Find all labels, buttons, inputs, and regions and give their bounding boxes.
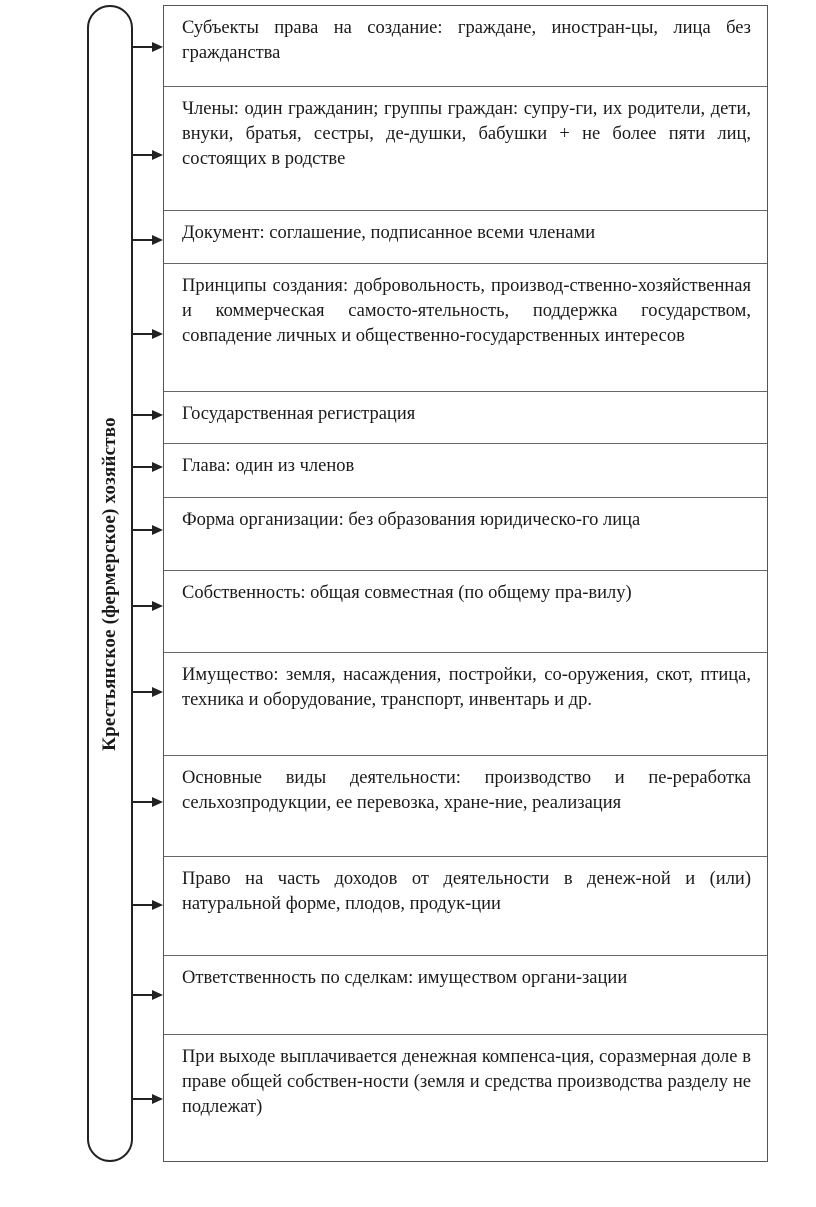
item-text: При выходе выплачивается денежная компенса-ция, соразмерная доле в праве общей собствен-ности (земля и средства производства разделу не подлежат)	[182, 1047, 751, 1117]
item-text: Государственная регистрация	[182, 404, 416, 424]
arrow-shaft	[133, 239, 153, 241]
item-text: Члены: один гражданин; группы граждан: супру-ги, их родители, дети, внуки, братья, сестры, де-душки, бабушки + не более пяти лиц, состоящих в родстве	[182, 99, 751, 169]
arrow-head-icon	[152, 687, 163, 697]
arrow-shaft	[133, 333, 153, 335]
item-box-10	[164, 756, 767, 857]
arrow-head-icon	[152, 1094, 163, 1104]
item-box-7	[164, 498, 767, 571]
arrow-head-icon	[152, 150, 163, 160]
item-text: Основные виды деятельности: производство и пе-реработка сельхозпродукции, ее перевозка, хране-ние, реализация	[182, 768, 751, 813]
arrow-head-icon	[152, 601, 163, 611]
arrow-head-icon	[152, 990, 163, 1000]
main-concept-box	[87, 5, 133, 1162]
arrow-shaft	[133, 801, 153, 803]
connector-arrow-12	[133, 990, 163, 1000]
connector-arrow-3	[133, 235, 163, 245]
connector-arrow-4	[133, 329, 163, 339]
arrow-head-icon	[152, 900, 163, 910]
item-box-4	[164, 264, 767, 392]
item-box-6	[164, 444, 767, 498]
item-text: Форма организации: без образования юридическо-го лица	[182, 510, 641, 530]
connector-arrow-7	[133, 525, 163, 535]
arrow-shaft	[133, 904, 153, 906]
item-box-11	[164, 857, 767, 956]
connector-arrow-10	[133, 797, 163, 807]
item-box-5	[164, 392, 767, 444]
arrow-shaft	[133, 46, 153, 48]
attributes-table	[163, 5, 768, 1162]
arrow-head-icon	[152, 42, 163, 52]
arrow-shaft	[133, 414, 153, 416]
arrow-head-icon	[152, 329, 163, 339]
item-text: Собственность: общая совместная (по общему пра-вилу)	[182, 583, 632, 603]
item-text: Имущество: земля, насаждения, постройки, со-оружения, скот, птица, техника и оборудование, транспорт, инвентарь и др.	[182, 665, 751, 710]
arrow-shaft	[133, 154, 153, 156]
connector-arrow-5	[133, 410, 163, 420]
arrow-shaft	[133, 1098, 153, 1100]
connector-arrow-6	[133, 462, 163, 472]
arrow-shaft	[133, 605, 153, 607]
connector-arrow-11	[133, 900, 163, 910]
item-text: Субъекты права на создание: граждане, иностран-цы, лица без гражданства	[182, 18, 751, 63]
item-text: Принципы создания: добровольность, производ-ственно-хозяйственная и коммерческая самосто-ятельность, поддержка государством, совпадение личных и общественно-государственных интересов	[182, 276, 751, 346]
arrow-head-icon	[152, 235, 163, 245]
arrow-head-icon	[152, 462, 163, 472]
item-text: Право на часть доходов от деятельности в денеж-ной и (или) натуральной форме, плодов, продук-ции	[182, 869, 751, 914]
arrow-shaft	[133, 466, 153, 468]
item-box-1	[164, 6, 767, 87]
connector-arrow-8	[133, 601, 163, 611]
item-box-8	[164, 571, 767, 653]
connector-arrow-13	[133, 1094, 163, 1104]
item-text: Документ: соглашение, подписанное всеми членами	[182, 223, 596, 243]
arrow-head-icon	[152, 797, 163, 807]
item-box-3	[164, 211, 767, 264]
connector-arrow-2	[133, 150, 163, 160]
item-box-9	[164, 653, 767, 756]
connector-arrow-9	[133, 687, 163, 697]
arrow-shaft	[133, 691, 153, 693]
arrow-head-icon	[152, 410, 163, 420]
arrow-shaft	[133, 994, 153, 996]
item-box-13	[164, 1035, 767, 1163]
arrow-head-icon	[152, 525, 163, 535]
arrow-shaft	[133, 529, 153, 531]
main-concept-label: Крестьянское (фермерское) хозяйство	[99, 416, 120, 751]
connector-arrow-1	[133, 42, 163, 52]
item-box-12	[164, 956, 767, 1035]
item-box-2	[164, 87, 767, 211]
item-text: Глава: один из членов	[182, 456, 355, 476]
item-text: Ответственность по сделкам: имуществом органи-зации	[182, 968, 628, 988]
